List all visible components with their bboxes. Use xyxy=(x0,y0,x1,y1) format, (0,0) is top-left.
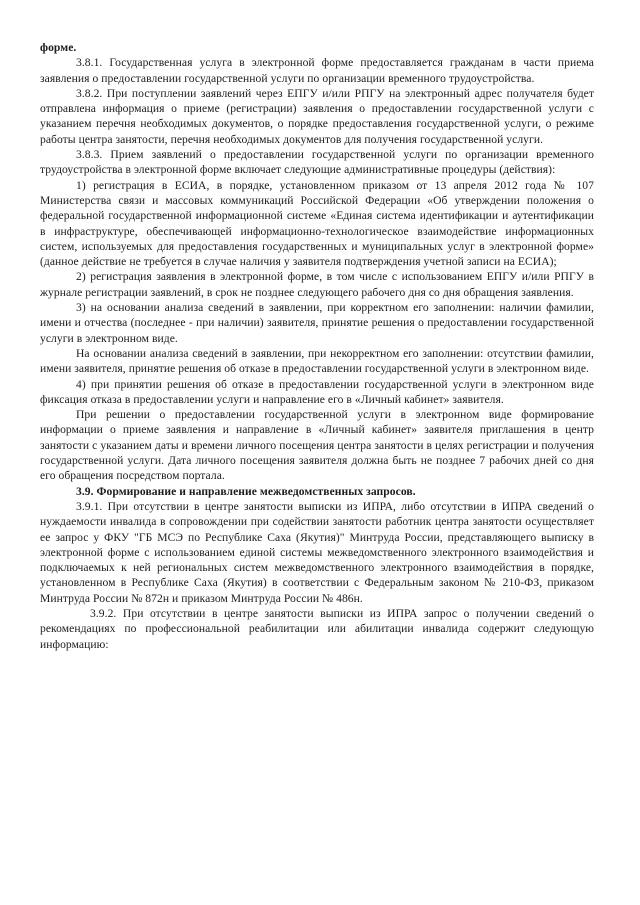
paragraph-3-8-2: 3.8.2. При поступлении заявлений через ЕПГУ и/или РПГУ на электронный адрес получателя будет отправлена информация о приеме (регистрации) заявления о предоставлении государственной услуги с указанием перечня необходимых документов, о порядке предоставления государственной услуги, о режиме работы центра занятости, перечня необходимых документов для получения государственной услуги. xyxy=(40,86,594,146)
paragraph-heading-continuation: форме. xyxy=(40,41,77,54)
list-item-2: 2) регистрация заявления в электронной форме, в том числе с использованием ЕПГУ и/или РПГУ в журнале регистрации заявлений, в срок не позднее следующего рабочего дня со дня обращения заявления. xyxy=(40,270,594,299)
paragraph-3-9-2: 3.9.2. При отсутствии в центре занятости выписки из ИПРА запрос о получении сведений о рекомендациях по профессиональной реабилитации или абилитации инвалида содержит следующую информацию: xyxy=(40,606,594,651)
list-item-1: 1) регистрация в ЕСИА, в порядке, установленном приказом от 13 апреля 2012 года № 107 Министерства связи и массовых коммуникаций Российской Федерации «Об утверждении положения о федеральной государственной информационной системе «Единая система идентификации и аутентификации в инфраструктуре, обеспечивающей информационно-технологическое взаимодействие информационных систем, используемых для предоставления государственных и муниципальных услуг в электронной форме» (данное действие не требуется в случае наличия у заявителя подтверждения учетной записи на ЕСИА); xyxy=(40,178,594,269)
list-item-4: 4) при принятии решения об отказе в предоставлении государственной услуги в электронном виде фиксация отказа в предоставлении услуги и направление его в «Личный кабинет» заявителя. xyxy=(40,377,594,406)
paragraph-3-9-1: 3.9.1. При отсутствии в центре занятости выписки из ИПРА, либо отсутствии в ИПРА сведений о нуждаемости инвалида в сопровождении при содействии занятости работник центра занятости осуществляет ее запрос у ФКУ "ГБ МСЭ по Республике Саха (Якутия)" Минтруда России, представляющего выписку в электронной форме с использованием единой системы межведомственного электронного взаимодействия и подключаемых к ней региональных систем межведомственного электронного взаимодействия в порядке, установленном в Республике Саха (Якутия) в соответствии с Федеральным законом № 210-ФЗ, приказом Минтруда России № 872н и приказом Минтруда России № 486н. xyxy=(40,499,594,605)
paragraph-3-8-3: 3.8.3. Прием заявлений о предоставлении государственной услуги по организации временного трудоустройства в электронной форме включает следующие административные процедуры (действия): xyxy=(40,148,594,177)
paragraph-incorrect-filling: На основании анализа сведений в заявлении, при некорректном его заполнении: отсутствии фамилии, имени заявителя, принятие решения об отказе в предоставлении государственной услуги в электронном виде. xyxy=(40,346,594,376)
paragraph-3-8-1: 3.8.1. Государственная услуга в электронной форме предоставляется гражданам в части приема заявления о предоставлении государственной услуги по организации временного трудоустройства. xyxy=(40,56,594,85)
section-heading-3-9: 3.9. Формирование и направление межведомственных запросов. xyxy=(76,484,416,498)
list-item-3: 3) на основании анализа сведений в заявлении, при корректном его заполнении: наличии фамилии, имени и отчества (последнее - при наличии) заявителя, принятие решения о предоставлении государственной услуги в электронном виде. xyxy=(40,301,594,345)
paragraph-decision-provision: При решении о предоставлении государственной услуги в электронном виде формирование информации о приеме заявления и направление в «Личный кабинет» заявителя приглашения в центр занятости с указанием даты и времени личного посещения центра занятости в целях регистрации и получения государственной услуги. Дата личного посещения заявителя должна быть не позднее 7 рабочих дней со дня его обращения посредством портала. xyxy=(40,408,594,483)
